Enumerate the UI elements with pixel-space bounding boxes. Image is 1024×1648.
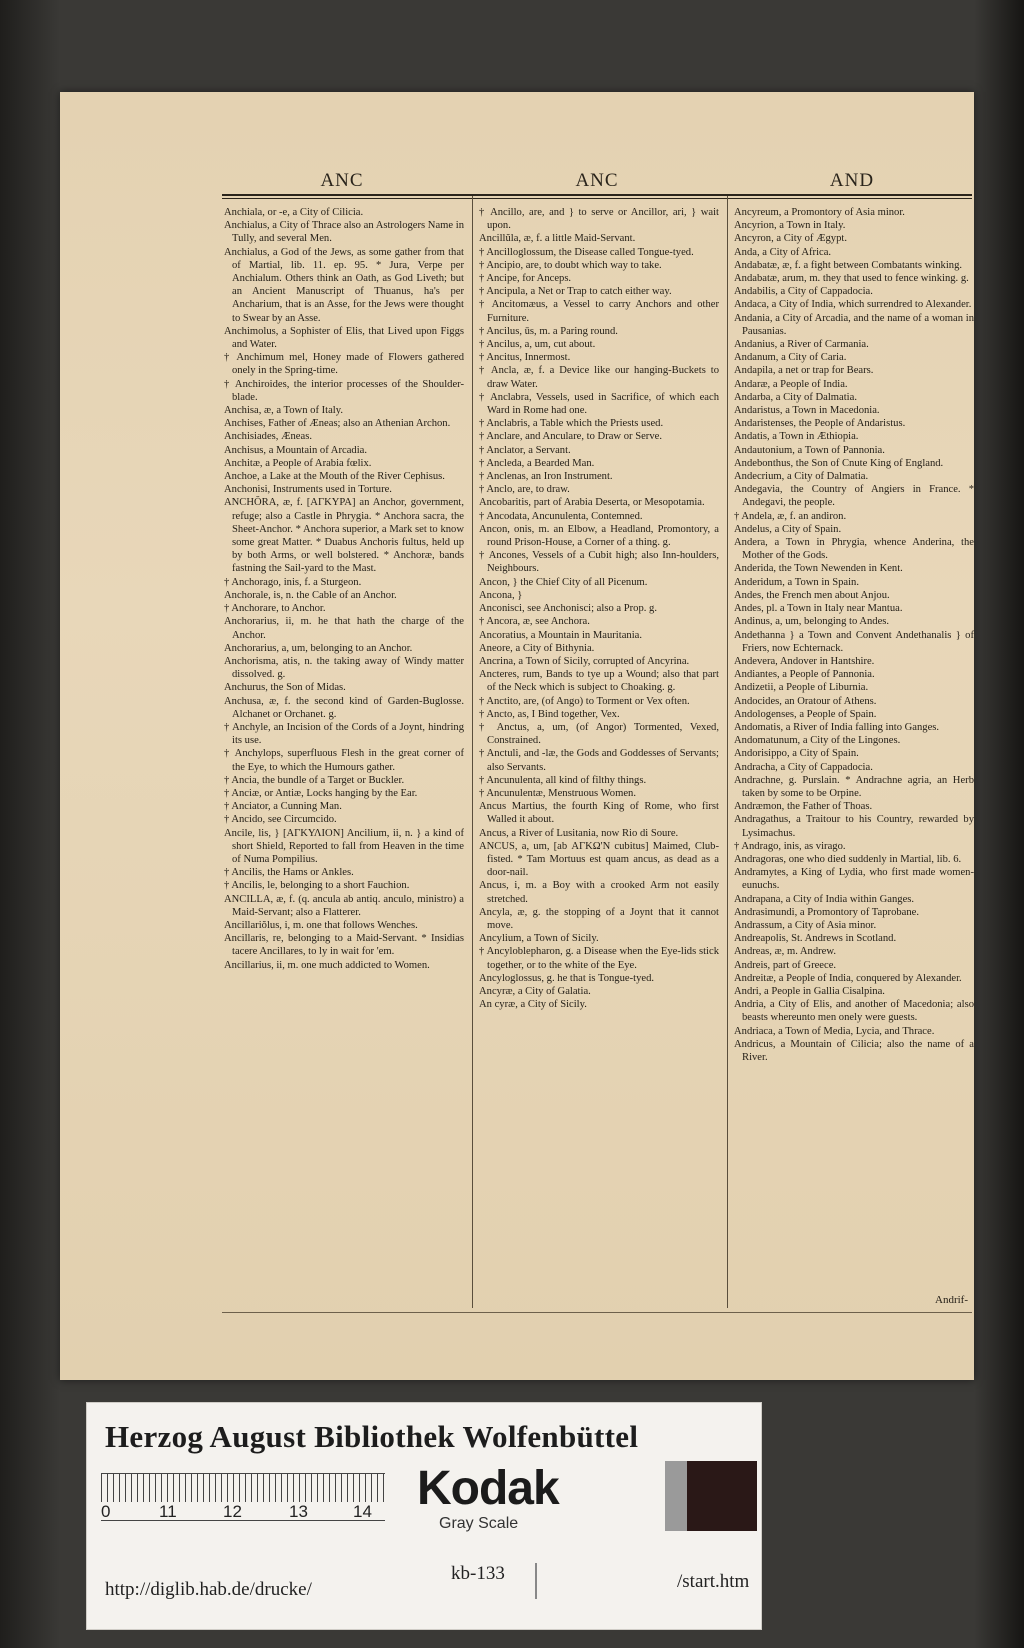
dictionary-entry: Ancyræ, a City of Galatia. <box>479 985 591 997</box>
dictionary-entry: † Ancilis, le, belonging to a short Fauchion. <box>224 880 410 892</box>
dictionary-entry: Anchisa, æ, a Town of Italy. <box>224 405 344 417</box>
dictionary-entry: Andocides, an Oratour of Athens. <box>734 695 877 707</box>
dictionary-entry: Andreas, æ, m. Andrew. <box>734 946 836 958</box>
dictionary-entry: Ancyrion, a Town in Italy. <box>734 220 846 232</box>
dictionary-entry: Anchusa, æ, f. the second kind of Garden-Buglosse. Alchanet or Orchanet. g. <box>224 695 464 720</box>
dictionary-entry: Ancyron, a City of Ægypt. <box>734 233 847 245</box>
dictionary-entry: † Ancleda, a Bearded Man. <box>479 457 595 469</box>
dictionary-entry: † Ancitomæus, a Vessel to carry Anchors and other Furniture. <box>479 299 719 324</box>
dictionary-entry: Ancona, } <box>479 589 523 601</box>
dictionary-entry: Andanum, a City of Caria. <box>734 352 847 364</box>
gray-patch <box>665 1461 687 1531</box>
dictionary-entry: † Ancilus, ūs, m. a Paring round. <box>479 325 618 337</box>
dictionary-entry: Ancile, lis, } [ΑΓΚΥΛΙΟΝ] Ancilium, ii, n. } a kind of short Shield, Reported to fall from Heaven in the time of Numa Pompilius. <box>224 827 464 865</box>
dictionary-entry: † Anctus, a, um, (of Angor) Tormented, Vexed, Constrained. <box>479 721 719 747</box>
dictionary-entry: † Anclabra, Vessels, used in Sacrifice, of which each Ward in Rome had one. <box>479 391 719 417</box>
dictionary-entry: Andricus, a Mountain of Cilicia; also the name of a River. <box>734 1038 974 1063</box>
dictionary-entry: Andorisippo, a City of Spain. <box>734 748 859 760</box>
dictionary-entry: Andabatæ, arum, m. they that used to fence winking. g. <box>734 273 969 285</box>
kodak-logo: Kodak <box>417 1462 559 1515</box>
dictionary-entry: Anchisiades, Æneas. <box>224 431 312 443</box>
dictionary-entry: † Anciæ, or Antiæ, Locks hanging by the Ear. <box>224 787 418 799</box>
dictionary-entry: Andevera, Andover in Hantshire. <box>734 655 875 667</box>
dictionary-entry: † Anchyle, an Incision of the Cords of a Joynt, hindring its use. <box>224 721 464 747</box>
column-left <box>224 206 464 1306</box>
dictionary-entry: Andreapolis, St. Andrews in Scotland. <box>734 933 897 945</box>
column-right <box>734 206 974 1306</box>
dictionary-entry: † Ancido, see Circumcido. <box>224 814 337 826</box>
dictionary-entry: Anconisci, see Anchonisci; also a Prop. g. <box>479 603 658 615</box>
dictionary-entry: † Ancla, æ, f. a Device like our hanging-Buckets to draw Water. <box>479 365 719 390</box>
column-divider <box>472 196 473 1308</box>
dictionary-entry: Anchonisi, Instruments used in Torture. <box>224 484 392 496</box>
dictionary-entry: Ancon, } the Chief City of all Picenum. <box>479 576 648 588</box>
dictionary-entry: Andaræ, a People of India. <box>734 378 848 390</box>
dictionary-entry: Anchorisma, atis, n. the taking away of Windy matter dissolved. g. <box>224 655 464 681</box>
dictionary-entry: Andania, a City of Arcadia, and the name of a woman in Pausanias. <box>734 312 974 337</box>
dictionary-entry: Anchiala, or -e, a City of Cilicia. <box>224 207 364 218</box>
dictionary-entry: Anchialus, a God of the Jews, as some gather from that of Martial, lib. 11. ep. 95. * Jura, Verpe per Anchialum. Others think an Oath, as God Liveth; but an Ancient Manuscript of Thuanus, ha's per Ancharium, that is an Asse, for the Jews were thought to Swear by an Asse. <box>224 246 464 324</box>
running-heads <box>222 170 972 196</box>
dictionary-entry: Andrapana, a City of India within Ganges. <box>734 893 915 905</box>
dictionary-entry: † Ancipio, are, to doubt which way to take. <box>479 259 662 271</box>
dictionary-entry: † Anclator, a Servant. <box>479 444 571 456</box>
dictionary-entry: Ancillaris, re, belonging to a Maid-Servant. * Insidias tacere Ancillares, to ly in wait for 'em. <box>224 933 464 958</box>
dictionary-entry: Andizetii, a People of Liburnia. <box>734 682 869 694</box>
url-prefix: http://diglib.hab.de/drucke/ <box>105 1579 312 1600</box>
dictionary-entry: Andaristus, a Town in Macedonia. <box>734 405 880 417</box>
dictionary-entry: Andri, a People in Gallia Cisalpina. <box>734 985 885 997</box>
text-block <box>222 170 972 1318</box>
item-code: kb-133 <box>451 1563 505 1584</box>
dictionary-entry: † Anctuli, and -læ, the Gods and Goddesses of Servants; also Servants. <box>479 748 719 773</box>
dictionary-entry: Andapila, a net or trap for Bears. <box>734 365 874 377</box>
ruler-number: 11 <box>159 1502 177 1521</box>
dictionary-entry: Andreis, part of Greece. <box>734 959 837 971</box>
url-suffix: /start.htm <box>677 1571 750 1592</box>
dictionary-entry: Anchoe, a Lake at the Mouth of the River Cephisus. <box>224 471 445 483</box>
dictionary-entry: Ancylium, a Town of Sicily. <box>479 933 599 945</box>
dictionary-entry: Ancteres, rum, Bands to tye up a Wound; also that part of the Neck which is subject to Choaking. g. <box>479 669 719 694</box>
dictionary-entry: Andomatunum, a City of the Lingones. <box>734 735 901 747</box>
ruler-number: 0 <box>101 1502 111 1521</box>
dictionary-entry: Ancillarius, ii, m. one much addicted to Women. <box>224 959 430 971</box>
dictionary-entry: Ancus, a River of Lusitania, now Rio di Soure. <box>479 827 679 839</box>
dictionary-entry: † Anchiroides, the interior processes of the Shoulder-blade. <box>224 378 464 403</box>
running-head-right: AND <box>829 170 875 191</box>
dictionary-entry: † Anctito, are, (of Ango) to Torment or Vex often. <box>479 695 690 707</box>
dictionary-entry: † Ancipula, a Net or Trap to catch either way. <box>479 286 672 298</box>
dictionary-entry: Anchitæ, a People of Arabia fœlix. <box>224 457 372 469</box>
column-middle <box>479 206 719 1306</box>
dictionary-entry: Ancrina, a Town of Sicily, corrupted of Ancyrina. <box>479 655 690 667</box>
ruler-numbers <box>101 1502 385 1520</box>
dictionary-page <box>60 92 974 1380</box>
dictionary-entry: † Andela, æ, f. an andiron. <box>734 510 847 522</box>
dictionary-entry: Andinus, a, um, belonging to Andes. <box>734 616 890 628</box>
ruler-number: 13 <box>289 1502 308 1521</box>
dictionary-entry: † Ancones, Vessels of a Cubit high; also Inn-houlders, Neighbours. <box>479 550 719 575</box>
dictionary-entry: Andrasimundi, a Promontory of Taprobane. <box>734 906 920 918</box>
gray-scale-label: Gray Scale <box>439 1515 519 1532</box>
dictionary-entry: Andatis, a Town in Æthiopia. <box>734 431 859 443</box>
scale-ruler <box>101 1473 385 1521</box>
dictionary-entry: Andautonium, a Town of Pannonia. <box>734 444 885 456</box>
dictionary-entry: Andabatæ, æ, f. a fight between Combatants winking. <box>734 259 963 271</box>
dictionary-entry: † Anclare, and Anculare, to Draw or Serve. <box>479 431 662 443</box>
dictionary-entry: Andethanna } a Town and Convent Andethanalis } of Friers, now Echternack. <box>734 629 974 654</box>
dictionary-entry: † Ancilus, a, um, cut about. <box>479 339 596 351</box>
dictionary-entry: † Anchorare, to Anchor. <box>224 603 326 615</box>
dictionary-entry: Andebonthus, the Son of Cnute King of England. <box>734 457 944 469</box>
running-head-left: ANC <box>320 170 364 191</box>
ruler-ticks <box>101 1474 385 1502</box>
dictionary-entry: Ancillŭla, æ, f. a little Maid-Servant. <box>479 233 636 245</box>
scan-border-right <box>974 0 1024 1648</box>
dictionary-entry: † Anclenas, an Iron Instrument. <box>479 471 613 483</box>
dictionary-entry: Anchialus, a City of Thrace also an Astrologers Name in Tully, and several Men. <box>224 220 464 245</box>
dictionary-entry: Ancon, onis, m. an Elbow, a Headland, Promontory, a round Prison-House, a Corner of a thing. g. <box>479 523 719 549</box>
dictionary-entry: Andiantes, a People of Pannonia. <box>734 669 875 681</box>
dictionary-entry: Andramytes, a King of Lydia, who first made women-eunuchs. <box>734 867 974 892</box>
library-name: Herzog August Bibliothek Wolfenbüttel <box>105 1419 639 1454</box>
dictionary-entry: † Ancillo, are, and } to serve or Ancillor, ari, } wait upon. <box>479 207 719 232</box>
ruler-number: 12 <box>223 1502 242 1521</box>
dictionary-entry: Anchurus, the Son of Midas. <box>224 682 346 694</box>
dictionary-entry: † Anclo, are, to draw. <box>479 484 570 496</box>
dictionary-entry: ANCUS, a, um, [ab ΑΓΚΩ'Ν cubitus] Maimed, Club-fisted. * Tam Mortuus est quam ancus, as dead as a door-nail. <box>479 840 719 879</box>
dictionary-entry: Andes, the French men about Anjou. <box>734 589 890 601</box>
dictionary-entry: Anderida, the Town Newenden in Kent. <box>734 563 903 575</box>
dictionary-entry: Aneore, a City of Bithynia. <box>479 642 595 654</box>
dictionary-entry: Ancobaritis, part of Arabia Deserta, or Mesopotamia. <box>479 497 705 509</box>
dictionary-entry: Anderidum, a Town in Spain. <box>734 576 859 588</box>
dictionary-entry: Ancyla, æ, g. the stopping of a Joynt that it cannot move. <box>479 906 719 931</box>
dictionary-entry: Anchorarius, ii, m. he that hath the charge of the Anchor. <box>224 616 464 641</box>
dictionary-entry: † Anchimum mel, Honey made of Flowers gathered onely in the Spring-time. <box>224 352 464 377</box>
dictionary-entry: Andreitæ, a People of India, conquered by Alexander. <box>734 972 962 984</box>
header-rule <box>222 194 972 196</box>
dictionary-entry: † Ancodata, Ancunulenta, Contemned. <box>479 510 643 522</box>
dictionary-entry: Andelus, a City of Spain. <box>734 523 842 535</box>
dictionary-entry: Ancus Martius, the fourth King of Rome, who first Walled it about. <box>479 801 719 826</box>
dictionary-entry: Andaristenses, the People of Andaristus. <box>734 418 906 430</box>
footer-rule <box>222 1312 972 1313</box>
dictionary-entry: Ancyreum, a Promontory of Asia minor. <box>734 207 905 218</box>
dictionary-entry: Andologenses, a People of Spain. <box>734 708 877 720</box>
dictionary-entry: Andabilis, a City of Cappadocia. <box>734 286 873 298</box>
dictionary-entry: ANCHŎRA, æ, f. [ΑΓΚΥΡΑ] an Anchor, government, refuge; also a Castle in Phrygia. * Anchora sacra, the Sheet-Anchor. * Anchora superior, a Mark set to know some great Matter. * Duabus Anchoris fultus, held up by both Arms, or well bolstered. * Anchoræ, bands fastning the Sail-yard to the Mast. <box>224 497 464 575</box>
dictionary-entry: † Ancilloglossum, the Disease called Tongue-tyed. <box>479 246 694 258</box>
dictionary-entry: An cyræ, a City of Sicily. <box>479 999 587 1011</box>
dictionary-entry: Andriaca, a Town of Media, Lycia, and Thrace. <box>734 1025 935 1037</box>
dictionary-entry: Anchises, Father of Æneas; also an Athenian Archon. <box>224 418 451 430</box>
dictionary-entry: Andera, a Town in Phrygia, whence Anderina, the Mother of the Gods. <box>734 537 974 562</box>
dictionary-entry: Andria, a City of Elis, and another of Macedonia; also beasts whereunto men onely were guests. <box>734 999 974 1024</box>
dictionary-entry: Ancoratius, a Mountain in Mauritania. <box>479 629 642 641</box>
dictionary-entry: † Ancilis, the Hams or Ankles. <box>224 867 354 879</box>
dictionary-entry: Andragoras, one who died suddenly in Martial, lib. 6. <box>734 853 962 865</box>
dictionary-entry: † Ancipe, for Anceps. <box>479 273 572 285</box>
header-rule-thin <box>222 198 972 199</box>
dictionary-entry: † Ancto, as, I Bind together, Vex. <box>479 708 620 720</box>
dictionary-entry: † Ancia, the bundle of a Target or Buckler. <box>224 774 405 786</box>
dictionary-entry: Anchorarius, a, um, belonging to an Anchor. <box>224 642 413 654</box>
ruler-number: 14 <box>353 1502 372 1521</box>
dictionary-entry: Ancillariŏlus, i, m. one that follows Wenches. <box>224 919 418 931</box>
dictionary-entry: † Ancunulentæ, Menstruous Women. <box>479 787 636 799</box>
dictionary-entry: Andomatis, a River of India falling into Ganges. <box>734 721 940 733</box>
dictionary-entry: Andecrium, a City of Dalmatia. <box>734 471 869 483</box>
dictionary-entry: ANCILLA, æ, f. (q. ancula ab antiq. anculo, ministro) a Maid-Servant; also a Flatterer. <box>224 893 464 918</box>
code-divider <box>535 1563 537 1599</box>
dictionary-entry: Andes, pl. a Town in Italy near Mantua. <box>734 603 903 615</box>
dictionary-entry: Anchisus, a Mountain of Arcadia. <box>224 444 367 456</box>
dictionary-entry: Andarba, a City of Dalmatia. <box>734 391 857 403</box>
dictionary-entry: † Andrago, inis, as virago. <box>734 840 846 852</box>
dictionary-entry: Anda, a City of Africa. <box>734 246 832 258</box>
dictionary-entry: † Anclabris, a Table which the Priests used. <box>479 418 664 430</box>
column-divider <box>727 196 728 1308</box>
dictionary-entry: Ancyloglossus, g. he that is Tongue-tyed. <box>479 972 655 984</box>
running-head-middle: ANC <box>575 170 619 191</box>
dictionary-entry: † Ancyloblepharon, g. a Disease when the Eye-lids stick together, or to the white of the Eye. <box>479 946 719 971</box>
dictionary-entry: Anchorale, is, n. the Cable of an Anchor. <box>224 589 397 601</box>
dictionary-entry: Andræmon, the Father of Thoas. <box>734 801 873 813</box>
scan-border-left <box>0 0 60 1648</box>
dictionary-entry: † Ancunulenta, all kind of filthy things. <box>479 774 647 786</box>
dictionary-entry: Andegavia, the Country of Angiers in France. * Andegavi, the people. <box>734 484 974 509</box>
dictionary-entry: † Ancitus, Innermost. <box>479 352 571 364</box>
dictionary-entry: Ancus, i, m. a Boy with a crooked Arm not easily stretched. <box>479 880 719 905</box>
dictionary-entry: † Ancora, æ, see Anchora. <box>479 616 590 628</box>
dictionary-entry: † Anciator, a Cunning Man. <box>224 801 342 813</box>
dictionary-entry: † Anchylops, superfluous Flesh in the great corner of the Eye, to which the Humours gather. <box>224 748 464 773</box>
color-target-card <box>86 1402 762 1630</box>
dictionary-entry: Andracha, a City of Cappadocia. <box>734 761 873 773</box>
dictionary-entry: Anchimolus, a Sophister of Elis, that Lived upon Figgs and Water. <box>224 325 464 351</box>
dictionary-entry: Andrassum, a City of Asia minor. <box>734 919 877 931</box>
dictionary-entry: Andaca, a City of India, which surrendred to Alexander. <box>734 299 972 311</box>
dictionary-entry: Andrachne, g. Purslain. * Andrachne agria, an Herb taken by some to be Orpine. <box>734 774 974 799</box>
catchword: Andrif- <box>935 1294 968 1306</box>
dictionary-entry: Andragathus, a Traitour to his Country, rewarded by Lysimachus. <box>734 814 974 839</box>
dark-patch <box>687 1461 757 1531</box>
dictionary-entry: Andanius, a River of Carmania. <box>734 339 869 351</box>
dictionary-entry: † Anchorago, inis, f. a Sturgeon. <box>224 576 362 588</box>
